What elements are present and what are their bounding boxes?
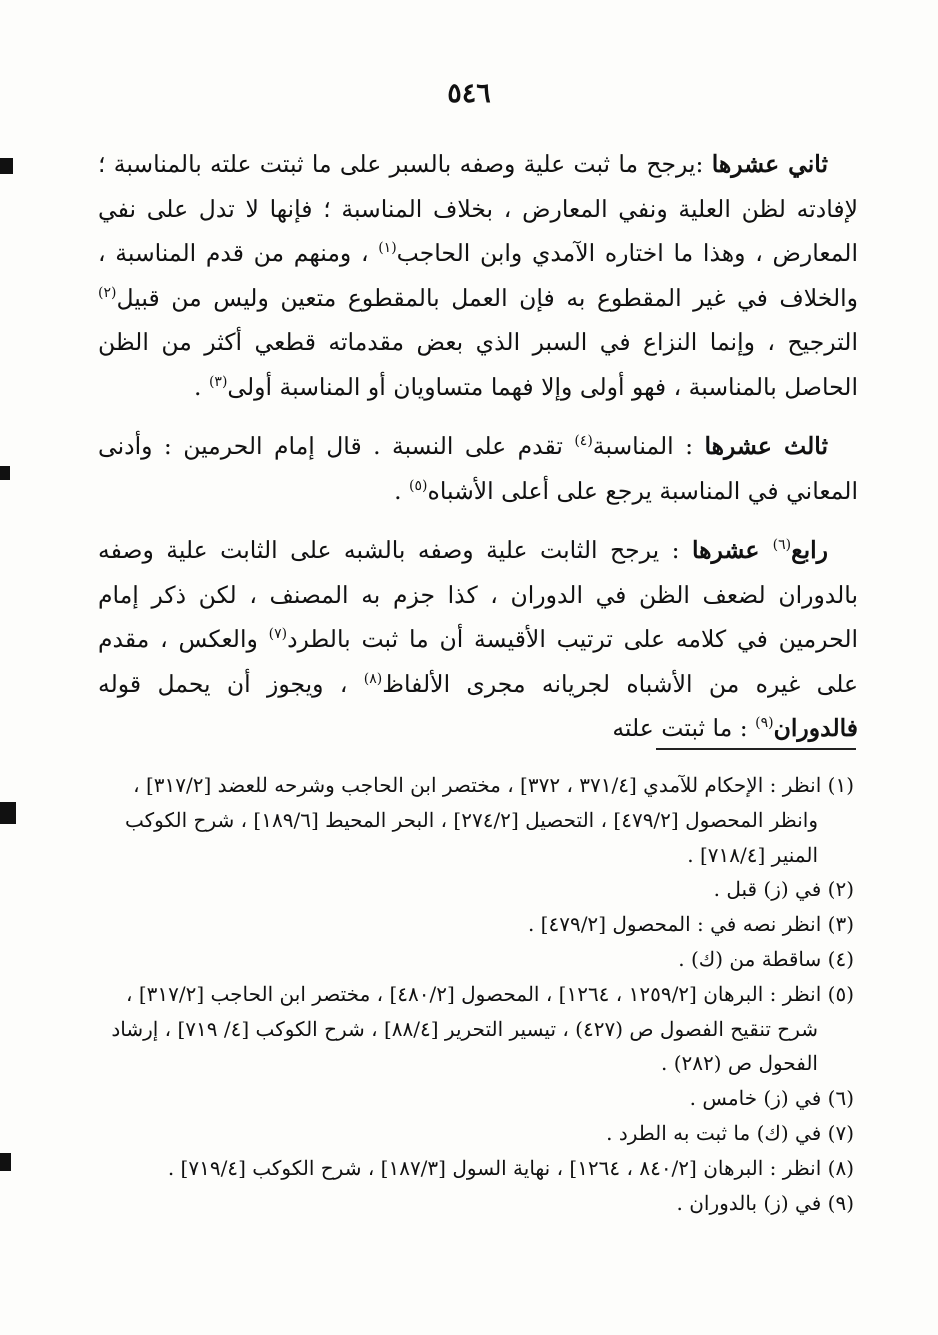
footnote-4: (٤) ساقطة من (ك) . bbox=[678, 946, 854, 971]
footnote-ref[interactable]: (٥) bbox=[409, 477, 428, 494]
footnote-9: (٩) في (ز) بالدوران . bbox=[676, 1190, 854, 1215]
footnote-7: (٧) في (ك) ما ثبت به الطرد . bbox=[606, 1120, 854, 1145]
page-number: ٥٤٦ bbox=[447, 78, 491, 109]
paragraph-text: والعكس ، مقدم على غيره من الأشباه لجريانه مجرى الألفاظ bbox=[98, 625, 859, 698]
footnote-ref[interactable]: (٦) bbox=[772, 537, 792, 553]
footnote-ref[interactable]: (٧) bbox=[268, 626, 288, 642]
footnote-ref[interactable]: (٨) bbox=[363, 670, 383, 687]
main-text bbox=[98, 142, 858, 766]
scan-edge-mark bbox=[0, 802, 16, 824]
paragraph-heading: ثاني عشرها bbox=[711, 150, 828, 178]
paragraph-heading-continued: عشرها bbox=[691, 536, 773, 564]
paragraph-text: :يرجح ما ثبت علية وصفه بالسبر على ما ثبتت علته بالمناسبة ؛ لإفادته لظن العلية ونفي المعارض ، بخلاف المناسبة ؛ فإنها لا تدل على نفي المعارض ، وهذا ما اختاره الآمدي وابن الحاجب bbox=[98, 150, 858, 267]
footnote-2: (٢) في (ز) قبل . bbox=[713, 877, 854, 902]
scan-edge-mark bbox=[0, 1153, 11, 1171]
paragraph-text: ، ومنهم من قدم المناسبة ، والخلاف في غير المقطوع به فإن العمل بالمقطوع متعين وليس من قبيل bbox=[98, 239, 858, 312]
paragraph-heading: رابع bbox=[791, 536, 829, 564]
paragraph-text: ، ويجوز أن يحمل قوله bbox=[98, 669, 364, 698]
footnote-ref[interactable]: (٤) bbox=[574, 433, 593, 449]
footnote-ref[interactable]: (١) bbox=[378, 240, 397, 256]
footnote-8: (٨) انظر : البرهان [٨٤٠/٢ ، ١٢٦٤] ، نهاية السول [١٨٧/٣] ، شرح الكوكب [٧١٩/٤] . bbox=[167, 1155, 854, 1180]
footnote-ref[interactable]: (٩) bbox=[755, 715, 774, 731]
scan-edge-mark bbox=[0, 158, 13, 174]
footnote-ref[interactable]: (٢) bbox=[98, 284, 117, 301]
paragraph-text: الترجيح ، وإنما النزاع في السبر الذي بعض مقدماته قطعي أكثر من الظن الحاصل بالمناسبة ، فهو أولى وإلا فهما متساويان أو المناسبة أولى bbox=[98, 328, 858, 401]
paragraph-text: تقدم على النسبة . قال إمام الحرمين : وأدنى المعاني في المناسبة يرجع على أعلى الأشباه bbox=[98, 432, 858, 505]
footnote-1: (١) انظر : الإحكام للآمدي [٣٧١/٤ ، ٣٧٢] ، مختصر ابن الحاجب وشرحه للعضد [٣١٧/٢] ، وانظر المحصول [٤٧٩/٢] ، التحصيل [٢٧٤/٢] ، البحر المحيط [١٨٩/٦] ، شرح الكوكب المنير [٧١٨/٤] . bbox=[125, 773, 854, 867]
paragraph-text: . bbox=[394, 476, 410, 505]
paragraph-13 bbox=[98, 424, 858, 513]
footnote-3: (٣) انظر نصه في : المحصول [٤٧٩/٢] . bbox=[527, 912, 854, 937]
paragraph-heading: ثالث عشرها bbox=[704, 432, 828, 460]
paragraph-text: . bbox=[194, 372, 209, 401]
footnote-5: (٥) انظر : البرهان [١٢٥٩/٢ ، ١٢٦٤] ، المحصول [٤٨٠/٢] ، مختصر ابن الحاجب [٣١٧/٢] ، شرح تنقيح الفصول ص (٤٢٧) ، تيسير التحرير [٨٨/٤] ، شرح الكوكب [٤/ ٧١٩] ، إرشاد الفحول ص (٢٨٢) . bbox=[111, 981, 854, 1076]
paragraph-text: : ما ثبتت علته bbox=[612, 714, 756, 742]
paragraph-14 bbox=[98, 528, 858, 751]
footnote-6: (٦) في (ز) خامس . bbox=[689, 1086, 854, 1111]
footnote-separator bbox=[656, 748, 856, 750]
footnote-ref[interactable]: (٣) bbox=[208, 373, 228, 390]
paragraph-12 bbox=[98, 142, 858, 409]
paragraph-text: : المناسبة bbox=[592, 432, 705, 460]
scan-edge-mark bbox=[0, 466, 10, 480]
bold-term: فالدوران bbox=[773, 714, 858, 742]
footnotes bbox=[98, 768, 854, 1220]
paragraph-text: : يرجح الثابت علية وصفه بالشبه على الثابت علية وصفه بالدوران لضعف الظن في الدوران ، كذا جزم به المصنف ، لكن ذكر إمام الحرمين في كلامه على ترتيب الأقيسة أن ما ثبت بالطرد bbox=[98, 536, 859, 653]
